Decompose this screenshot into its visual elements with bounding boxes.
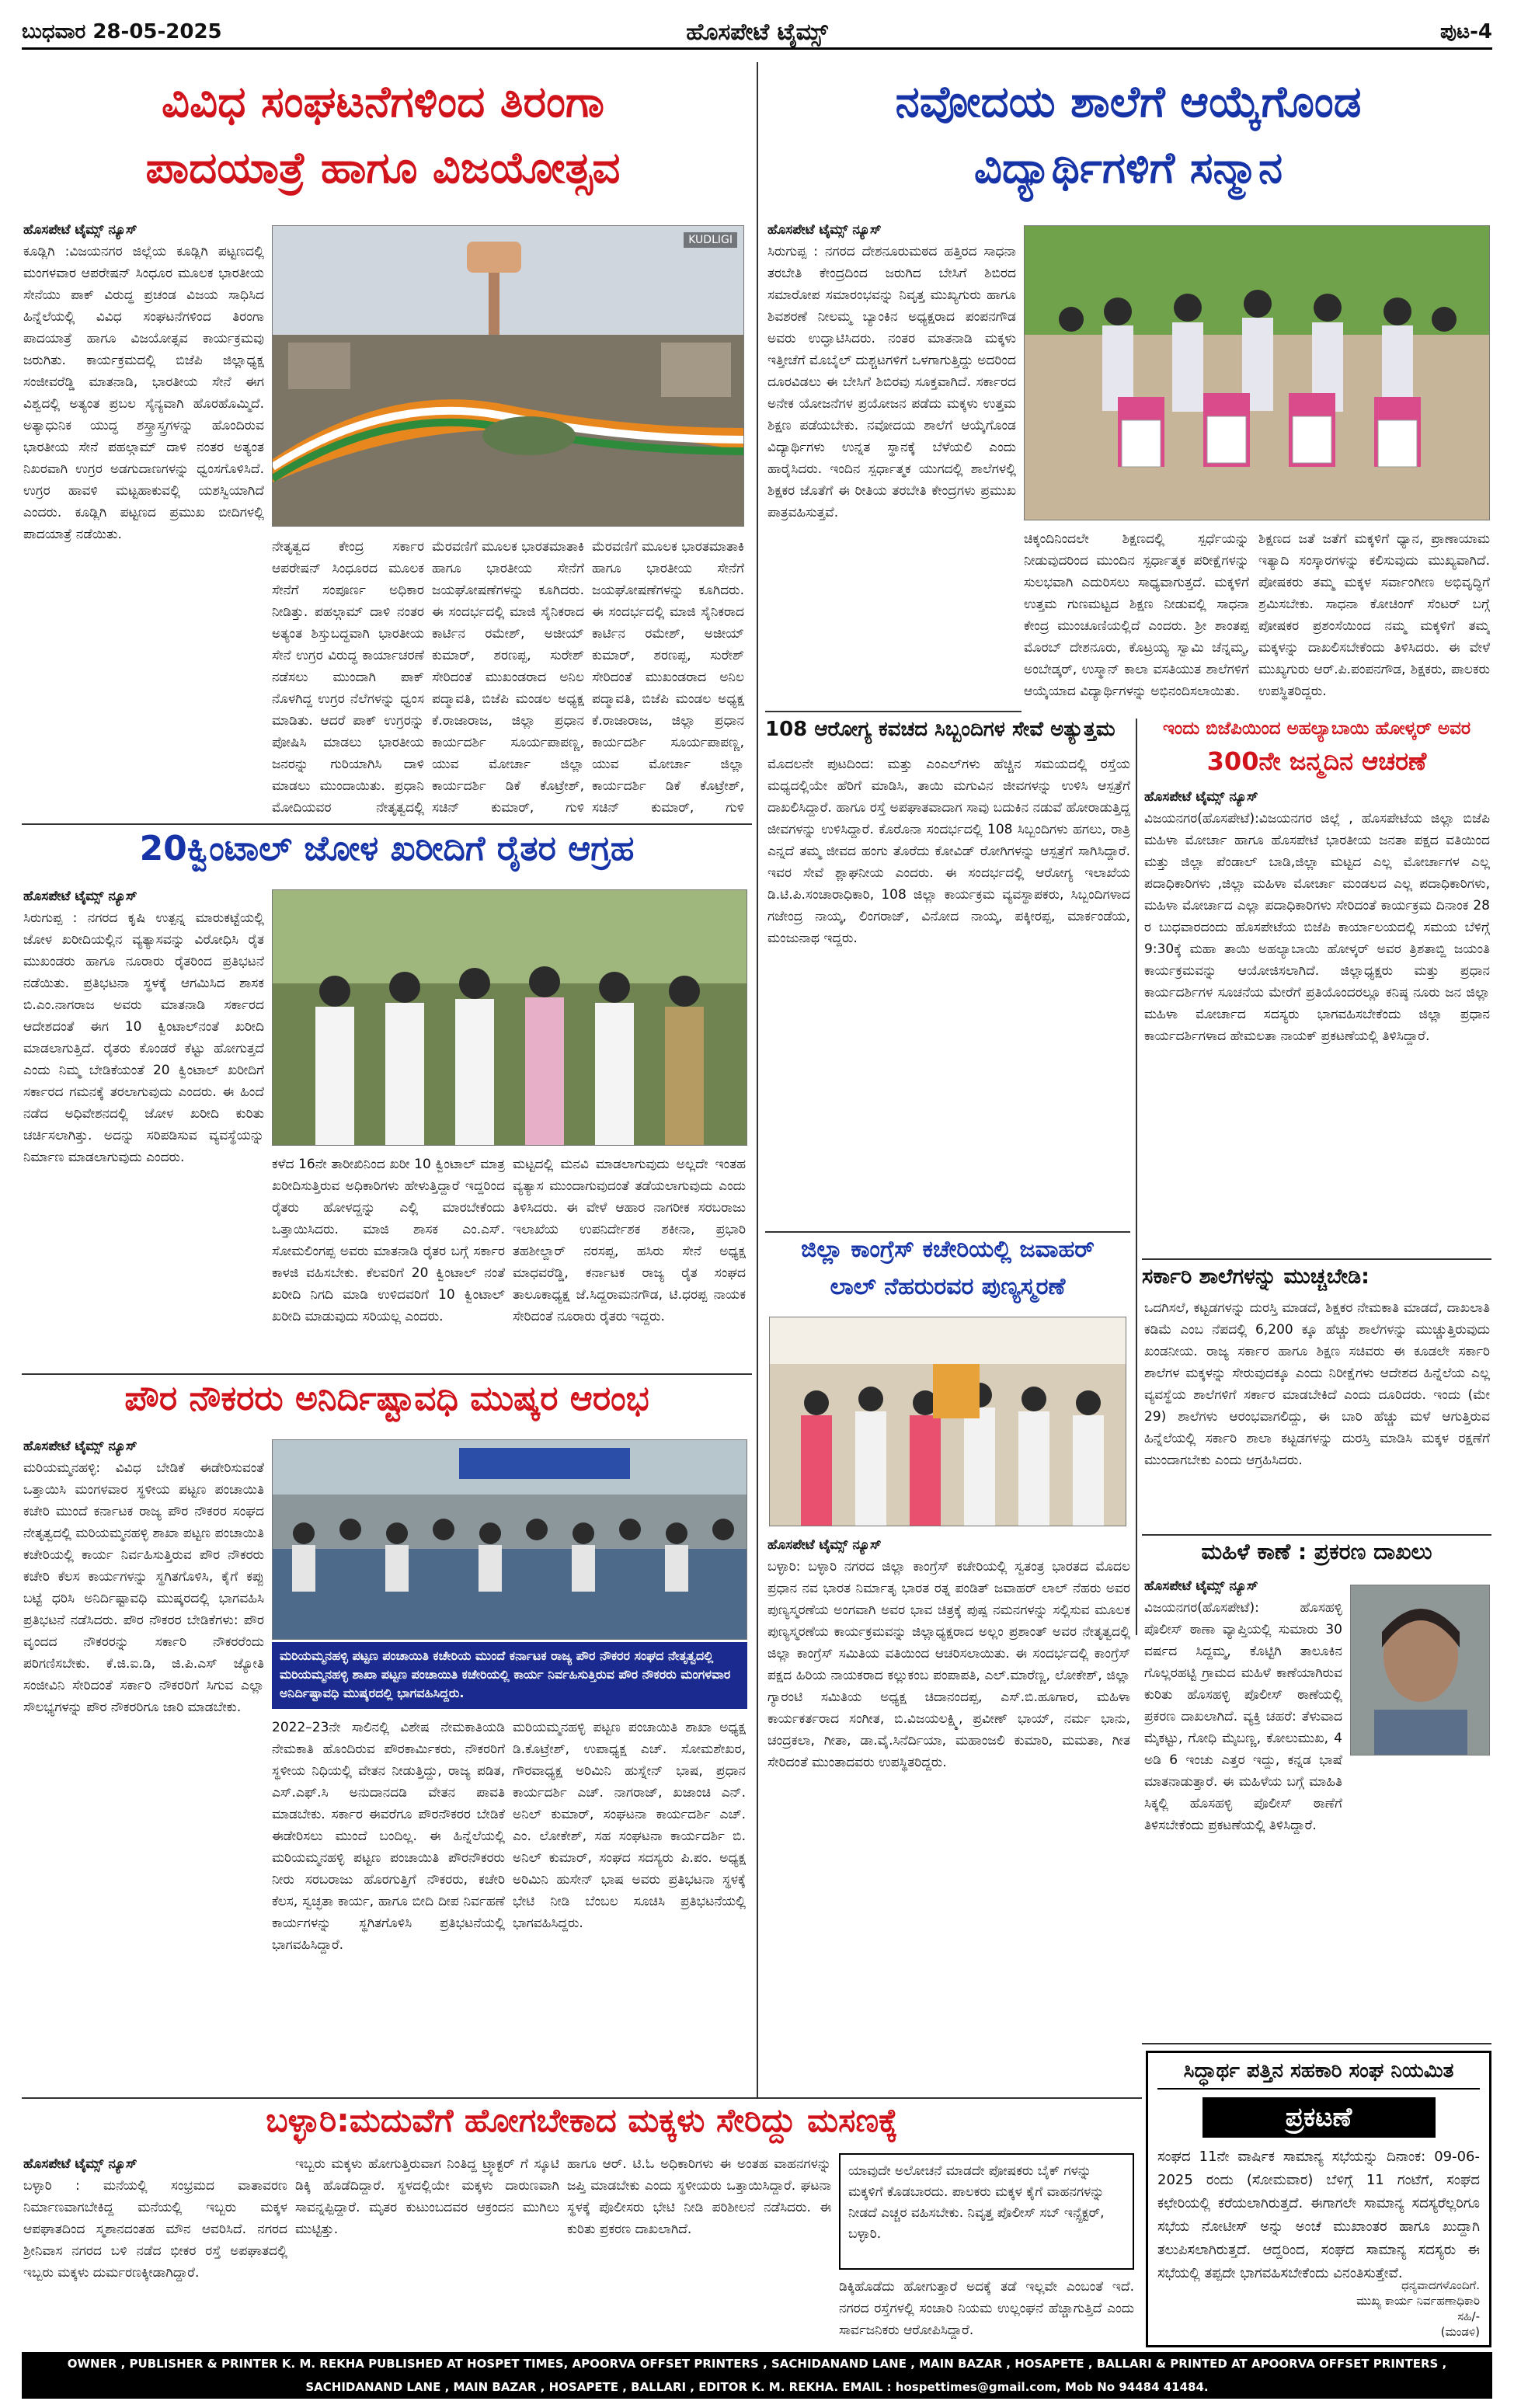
ballari-column-4: ಡಿಕ್ಕಿಹೊಡೆದು ಹೋಗುತ್ತಾರೆ ಅದಕ್ಕೆ ತಡೆ ಇಲ್ಲವೇ ಎಂಬಂತೆ ಇದೆ. ನಗರದ ರಸ್ತೆಗಳಲ್ಲಿ ಸಂಚಾರಿ ನಿಯಮ ಉಲ್ಲಂಘನೆ ಹೆಚ್ಚಾಗುತ್ತಿದೆ ಎಂದು ಸಾರ್ವಜನಿಕರು ಆರೋಪಿಸಿದ್ದಾರೆ. — [839, 2279, 1134, 2338]
congress-headline-2: ಲಾಲ್ ನೆಹರುರವರ ಪುಣ್ಯಸ್ಮರಣೆ — [830, 1274, 1066, 1300]
ambulance-body: ಮೊದಲನೇ ಪುಟದಿಂದ: ಮತ್ತು ಎಂಎಲ್‌ಗಳು ಹೆಚ್ಚಿನ ಸಮಯದಲ್ಲಿ ರಸ್ತೆಯ ಮಧ್ಯದಲ್ಲಿಯೇ ಹೆರಿಗೆ ಮಾಡಿಸಿ, ತಾಯಿ ಮಗುವಿನ ಜೀವಗಳನ್ನು ಉಳಿಸಿ ಆಸ್ಪತ್ರೆಗೆ ದಾಖಲಿಸಿದ್ದಾರೆ. ಹಾಗೂ ರಸ್ತೆ ಅಪಘಾತವಾದಾಗ ಸಾವು ಬದುಕಿನ ನಡುವೆ ಹೋರಾಡುತ್ತಿದ್ದ ಜೀವಗಳನ್ನು ಉಳಿಸಿದ್ದಾರೆ. ಕೊರೊನಾ ಸಂದರ್ಭದಲ್ಲಿ 108 ಸಿಬ್ಬಂದಿಗಳು ಹಗಲು, ರಾತ್ರಿ ಎನ್ನದೆ ತಮ್ಮ ಜೀವದ ಹಂಗು ತೊರೆದು ಕೋವಿಡ್ ರೋಗಿಗಳನ್ನು ಆಸ್ಪತ್ರೆಗೆ ಸಾಗಿಸಿದ್ದಾರೆ. ಇವರ ಸೇವೆ ಶ್ಲಾಘನೀಯ ಎಂದರು. ಈ ಸಂದರ್ಭದಲ್ಲಿ ಆರೋಗ್ಯ ಇಲಾಖೆಯ ಡಿ.ಟಿ.ಪಿ.ಸಂಚಾರಾಧಿಕಾರಿ, 108 ಜಿಲ್ಲಾ ಕಾರ್ಯಕ್ರಮ ವ್ಯವಸ್ಥಾಪಕರು, ಸಿಬ್ಬಂದಿಗಳಾದ ಗಜೇಂದ್ರ ನಾಯ್ಕ, ಲಿಂಗರಾಜ್, ವಿನೋದ ನಾಯ್ಕ, ಪಕ್ಕೀರಪ್ಪ, ಮಾರ್ಕಂಡೆಯ, ಮಂಜುನಾಥ ಇದ್ದರು. — [767, 757, 1130, 946]
imprint-line-1: OWNER , PUBLISHER & PRINTER K. M. REKHA PUBLISHED AT HOSPET TIMES, APOORVA OFFSET PRINTERS , SACHIDANAND LANE , MAIN BAZAR , HOSAPETE , BALLARI & PRINTED AT APOORVA OFFSET PRINTERS , — [67, 2357, 1447, 2371]
imprint-footer — [22, 2352, 1492, 2399]
ballari-quote-box: ಯಾವುದೇ ಅಲೋಚನೆ ಮಾಡದೇ ಪೋಷಕರು ಬೈಕ್ ಗಳನ್ನು ಮಕ್ಕಳಿಗೆ ಕೊಡಬಾರದು. ಪಾಲಕರು ಮಕ್ಕಳ ಕೈಗೆ ವಾಹನಗಳನ್ನು ನೀಡದೆ ಎಚ್ಚರ ವಹಿಸಬೇಕು. ನಿವೃತ್ತ ಪೊಲೀಸ್ ಸಬ್ ಇನ್ಸ್ಪೆಕ್ಟರ್, ಬಳ್ಳಾರಿ. — [839, 2153, 1134, 2270]
jola-headline: 20ಕ್ವಿಂಟಾಲ್ ಜೋಳ ಖರೀದಿಗೆ ರೈತರ ಆಗ್ರಹ — [139, 830, 635, 868]
section-divider — [22, 823, 752, 825]
school-body: ಒದಗಿಸಲೆ, ಕಟ್ಟಡಗಳನ್ನು ದುರಸ್ತಿ ಮಾಡದೆ, ಶಿಕ್ಷಕರ ನೇಮಕಾತಿ ಮಾಡದೆ, ದಾಖಲಾತಿ ಕಡಿಮೆ ಎಂಬ ನೆಪದಲ್ಲಿ 6,200 ಕ್ಕೂ ಹೆಚ್ಚು ಶಾಲೆಗಳನ್ನು ಮುಚ್ಚುತ್ತಿರುವುದು ಖಂಡನೀಯ. ರಾಜ್ಯ ಸರ್ಕಾರ ಹಾಗೂ ಶಿಕ್ಷಣ ಸಚಿವರು ಈ ಕೂಡಲೇ ಸರ್ಕಾರಿ ಶಾಲೆಗಳ ಮಕ್ಕಳನ್ನು ಸೇರುವುದಕ್ಕೂ ಎಂದು ನಿರೀಕ್ಷೆಗಳು ಆದೇಶದ ಹಿನ್ನೆಲೆಯ ಎಲ್ಲ ವ್ಯವಸ್ಥೆಯ ಶಾಲೆಗಳಿಗೆ ಸರ್ಕಾರ ಮಾಡಬೇಕಿದೆ ಎಂದು ದೂರಿದರು. ಇಂದು (ಮೇ 29) ಶಾಲೆಗಳು ಆರಂಭವಾಗಲಿದ್ದು, ಈ ಬಾರಿ ಹೆಚ್ಚು ಮಳೆ ಆಗುತ್ತಿರುವ ಹಿನ್ನೆಲೆಯಲ್ಲಿ ಸರ್ಕಾರಿ ಶಾಲಾ ಕಟ್ಟಡಗಳನ್ನು ದುರಸ್ತಿ ಮಾಡಿಸಿ ಮಕ್ಕಳ ರಕ್ಷಣೆಗೆ ಮುಂದಾಗಬೇಕು ಎಂದು ಆಗ್ರಹಿಸಿದರು. — [1144, 1300, 1490, 1468]
missing-byline: ಹೊಸಪೇಟೆ ಟೈಮ್ಸ್ ನ್ಯೂಸ್ — [1144, 1578, 1258, 1594]
notice-body: ಸಂಘದ 11ನೇ ವಾರ್ಷಿಕ ಸಾಮಾನ್ಯ ಸಭೆಯನ್ನು ದಿನಾಂಕ: 09-06-2025 ರಂದು (ಸೋಮವಾರ) ಬೆಳಿಗ್ಗೆ 11 ಗಂಟೆಗೆ, ಸಂಘದ ಕಛೇರಿಯಲ್ಲಿ ಕರೆಯಲಾಗಿರುತ್ತದೆ. ಈಗಾಗಲೇ ಸಾಮಾನ್ಯ ಸದಸ್ಯರೆಲ್ಲರಿಗೂ ಸಭೆಯ ನೋಟೀಸ್ ಅನ್ನು ಅಂಚೆ ಮುಖಾಂತರ ಹಾಗೂ ಖುದ್ದಾಗಿ ತಲುಪಿಸಲಾಗಿರುತ್ತದೆ. ಆದ್ದರಿಂದ, ಸಂಘದ ಸಾಮಾನ್ಯ ಸದಸ್ಯರು ಈ ಸಭೆಯಲ್ಲಿ ತಪ್ಪದೇ ಭಾಗವಹಿಸಬೇಕೆಂದು ವಿನಂತಿಸುತ್ತೇವೆ. — [1157, 2149, 1480, 2281]
event-illustration — [770, 1317, 1126, 1526]
congress-headline-1: ಜಿಲ್ಲಾ ಕಾಂಗ್ರೆಸ್ ಕಚೇರಿಯಲ್ಲಿ ಜವಾಹರ್ — [801, 1237, 1095, 1263]
navodaya-felicitation-photo — [1024, 225, 1490, 520]
navodaya-column-1: ಹೊಸಪೇಟೆ ಟೈಮ್ಸ್ ನ್ಯೂಸ್ ಸಿರುಗುಪ್ಪ : ನಗರದ ದೇಶನೂರುಮಠದ ಹತ್ತಿರದ ಸಾಧನಾ ತರಬೇತಿ ಕೇಂದ್ರದಿಂದ ಜರುಗಿದ ಬೇಸಿಗೆ ಶಿಬಿರದ ಸಮಾರೋಪ ಸಮಾರಂಭವನ್ನು ನಿವೃತ್ತ ಮುಖ್ಯಗುರು ಹಾಗೂ ಶಿವಶರಣೆ ನೀಲಮ್ಮ ಬ್ಯಾಂಕಿನ ಅಧ್ಯಕ್ಷರಾದ ಪಂಪನಗೌಡ ಅವರು ಉದ್ಘಾಟಿಸಿದರು. ನಂತರ ಮಾತನಾಡಿ ಮಕ್ಕಳು ಇತ್ತೀಚೆಗೆ ಮೊಬೈಲ್ ದುಶ್ಚಟಗಳಿಗೆ ಒಳಗಾಗುತ್ತಿದ್ದು ಅದರಿಂದ ದೂರವಿಡಲು ಈ ಬೇಸಿಗೆ ಶಿಬಿರವು ಸೂಕ್ತವಾಗಿದೆ. ಸರ್ಕಾರದ ಅನೇಕ ಯೋಜನೆಗಳ ಪ್ರಯೋಜನ ಪಡೆದು ಮಕ್ಕಳು ಉತ್ತಮ ಶಿಕ್ಷಣ ಪಡೆಯಬೇಕು. ನವೋದಯ ಶಾಲೆಗೆ ಆಯ್ಕೆಗೊಂಡ ವಿದ್ಯಾರ್ಥಿಗಳು ಉನ್ನತ ಸ್ಥಾನಕ್ಕೆ ಬೆಳೆಯಲಿ ಎಂದು ಹಾರೈಸಿದರು. ಇಂದಿನ ಸ್ಪರ್ಧಾತ್ಮಕ ಯುಗದಲ್ಲಿ ಶಾಲೆಗಳಲ್ಲಿ ಶಿಕ್ಷಕರ ಜೊತೆಗೆ ಈ ರೀತಿಯ ತರಬೇತಿ ಕೇಂದ್ರಗಳು ಪ್ರಮುಖ ಪಾತ್ರವಹಿಸುತ್ತವೆ. — [767, 219, 1016, 708]
tiranga-column-3: ಮೆರವಣಿಗೆ ಮೂಲಕ ಭಾರತಮಾತಾಕಿ ಹಾಗೂ ಭಾರತೀಯ ಸೇನೆಗೆ ಜಯಘೋಷಣೆಗಳನ್ನು ಕೂಗಿದರು. ಈ ಸಂದರ್ಭದಲ್ಲಿ ಮಾಜಿ ಸೈನಿಕರಾದ ಕಾರ್ಟಿನ ರಮೇಶ್, ಅಜೀಯ್ ಕುಮಾರ್, ಶರಣಪ್ಪ, ಸುರೇಶ್ ಸೇರಿದಂತೆ ಮುಖಂಡರಾದ ಅನಿಲ ಪದ್ಮಾವತಿ, ಬಿಜೆಪಿ ಮಂಡಲ ಅಧ್ಯಕ್ಷ ಕೆ.ರಾಜಾರಾಜ, ಜಿಲ್ಲಾ ಪ್ರಧಾನ ಕಾರ್ಯದರ್ಶಿ ಸೂರ್ಯಪಾಪಣ್ಣ, ಯುವ ಮೋರ್ಚಾ ಜಿಲ್ಲಾ ಕಾರ್ಯದರ್ಶಿ ಡಿಕೆ ಕೊಟ್ರೇಶ್, ಸಚಿನ್ ಕುಮಾರ್, ಗುಳಿ — [592, 539, 744, 816]
ahalyabai-byline: ಹೊಸಪೇಟೆ ಟೈಮ್ಸ್ ನ್ಯೂಸ್ — [1144, 789, 1258, 805]
column-divider — [1136, 719, 1137, 1635]
navodaya-headline-1: ನವೋದಯ ಶಾಲೆಗೆ ಆಯ್ಕೆಗೊಂಡ — [895, 78, 1362, 127]
notice-signoff: ಧನ್ಯವಾದಗಳೊಂದಿಗೆ. ಮುಖ್ಯ ಕಾರ್ಯ ನಿರ್ವಹಣಾಧಿಕಾರಿ ಸಹಿ/- (ಮಂಡಳಿ) — [1356, 2278, 1480, 2339]
ballari-headline: ಬಳ್ಳಾರಿ:ಮದುವೆಗೆ ಹೋಗಬೇಕಾದ ಮಕ್ಕಳು ಸೇರಿದ್ದು ಮಸಣಕ್ಕೆ — [266, 2102, 898, 2139]
ambulance-headline: 108 ಆರೋಗ್ಯ ಕವಚದ ಸಿಬ್ಬಂದಿಗಳ ಸೇವೆ ಅತ್ಯುತ್ತಮ — [765, 719, 1115, 741]
ballari-column-1: ಹೊಸಪೇಟೆ ಟೈಮ್ಸ್ ನ್ಯೂಸ್ ಬಳ್ಳಾರಿ : ಮನೆಯಲ್ಲಿ ಸಂಭ್ರಮದ ವಾತಾವರಣ ನಿರ್ಮಾಣವಾಗಬೇಕಿದ್ದ ಮನೆಯಲ್ಲಿ ಇಬ್ಬರು ಮಕ್ಕಳ ಆಪಘಾತದಿಂದ ಸ್ಮಶಾನದಂತಹ ಮೌನ ಆವರಿಸಿದೆ. ನಗರದ ಶ್ರೀನಿವಾಸ ನಗರದ ಬಳಿ ನಡೆದ ಭೀಕರ ರಸ್ತೆ ಅಪಘಾತದಲ್ಲಿ ಇಬ್ಬರು ಮಕ್ಕಳು ದುರ್ಮರಣಕ್ಕೀಡಾಗಿದ್ದಾರೆ. — [23, 2153, 287, 2347]
congress-body: ಹೊಸಪೇಟೆ ಟೈಮ್ಸ್ ನ್ಯೂಸ್ ಬಳ್ಳಾರಿ: ಬಳ್ಳಾರಿ ನಗರದ ಜಿಲ್ಲಾ ಕಾಂಗ್ರೆಸ್ ಕಚೇರಿಯಲ್ಲಿ ಸ್ವತಂತ್ರ ಭಾರತದ ಮೊದಲ ಪ್ರಧಾನ ನವ ಭಾರತ ನಿರ್ಮಾತೃ ಭಾರತ ರತ್ನ ಪಂಡಿತ್ ಜವಾಹರ್ ಲಾಲ್ ನೆಹರು ಅವರ ಪುಣ್ಯಸ್ಮರಣೆಯ ಅಂಗವಾಗಿ ಅವರ ಭಾವ ಚಿತ್ರಕ್ಕೆ ಪುಷ್ಪ ನಮನಗಳನ್ನು ಸಲ್ಲಿಸುವ ಮೂಲಕ ಪುಣ್ಯಸ್ಮರಣೆಯ ಕಾರ್ಯಕ್ರಮವನ್ನು ಜಿಲ್ಲಾಧ್ಯಕ್ಷರಾದ ಅಲ್ಲಂ ಪ್ರಶಾಂತ್ ಅವರ ನೇತೃತ್ವದಲ್ಲಿ ಜಿಲ್ಲಾ ಕಾಂಗ್ರೆಸ್ ಸಮಿತಿಯ ವತಿಯಿಂದ ಆಚರಿಸಲಾಯಿತು. ಈ ಸಂದರ್ಭದಲ್ಲಿ ಕಾಂಗ್ರೆಸ್ ಪಕ್ಷದ ಹಿರಿಯ ನಾಯಕರಾದ ಕಲ್ಲುಕಂಬ ಪಂಪಾಪತಿ, ಎಲ್.ಮಾರೆಣ್ಣ, ಲೋಕೇಶ್, ಜಿಲ್ಲಾ ಗ್ಯಾರಂಟಿ ಸಮಿತಿಯ ಅಧ್ಯಕ್ಷ ಚಿದಾನಂದಪ್ಪ, ಎಸ್.ಬಿ.ಹೂಗಾರ, ಮಹಿಳಾ ಕಾರ್ಯಕರ್ತರಾದ ಸಂಗೀತ, ಬಿ.ವಿಜಯಲಕ್ಷ್ಮಿ, ಪ್ರವೀಣ್ ಭಾಯ್, ನರ್ಮ ಭಾನು, ಚಂದ್ರಕಲಾ, ಗೀತಾ, ಡಾ.ವೈ.ಸಿನೆರ್ದಿಯಾ, ಮಹಾಂಜಲಿ ಕುಮಾರಿ, ಮಮತಾ, ಗೀತ ಸೇರಿದಂತೆ ಮುಂತಾದವರು ಉಪಸ್ಥಿತರಿದ್ದರು. — [767, 1534, 1130, 2086]
pourakarmika-byline: ಹೊಸಪೇಟೆ ಟೈಮ್ಸ್ ನ್ಯೂಸ್ — [23, 1439, 137, 1454]
tiranga-column-2b: ಮೆರವಣಿಗೆ ಮೂಲಕ ಭಾರತಮಾತಾಕಿ ಹಾಗೂ ಭಾರತೀಯ ಸೇನೆಗೆ ಜಯಘೋಷಣೆಗಳನ್ನು ಕೂಗಿದರು. ಈ ಸಂದರ್ಭದಲ್ಲಿ ಮಾಜಿ ಸೈನಿಕರಾದ ಕಾರ್ಟಿನ ರಮೇಶ್, ಅಜೀಯ್ ಕುಮಾರ್, ಶರಣಪ್ಪ, ಸುರೇಶ್ ಸೇರಿದಂತೆ ಮುಖಂಡರಾದ ಅನಿಲ ಪದ್ಮಾವತಿ, ಬಿಜೆಪಿ ಮಂಡಲ ಅಧ್ಯಕ್ಷ ಕೆ.ರಾಜಾರಾಜ, ಜಿಲ್ಲಾ ಪ್ರಧಾನ ಕಾರ್ಯದರ್ಶಿ ಸೂರ್ಯಪಾಪಣ್ಣ, ಯುವ ಮೋರ್ಚಾ ಜಿಲ್ಲಾ ಕಾರ್ಯದರ್ಶಿ ಡಿಕೆ ಕೊಟ್ರೇಶ್, ಸಚಿನ್ ಕುಮಾರ್, ಗುಳಿ — [432, 539, 584, 816]
navodaya-column-2: ಚಿಕ್ಕಂದಿನಿಂದಲೇ ಶಿಕ್ಷಣದಲ್ಲಿ ಸ್ಪರ್ಧೆಯನ್ನು ನೀಡುವುದರಿಂದ ಮುಂದಿನ ಸ್ಪರ್ಧಾತ್ಮಕ ಪರೀಕ್ಷೆಗಳನ್ನು ಸುಲಭವಾಗಿ ಎದುರಿಸಲು ಸಾಧ್ಯವಾಗುತ್ತದೆ. ಮಕ್ಕಳಿಗೆ ಉತ್ತಮ ಗುಣಮಟ್ಟದ ಶಿಕ್ಷಣ ನೀಡುವಲ್ಲಿ ಸಾಧನಾ ಕೇಂದ್ರ ಮುಂಚೂಣಿಯಲ್ಲಿದೆ ಎಂದರು. ಶ್ರೀ ಶಾಂತಪ್ಪ ಮೊರಬ್ ದೇಶನೂರು, ಕೊಟ್ರಯ್ಯ ಸ್ವಾಮಿ ಚೆನ್ನಮ್ಮ, ಅಂಬೇಡ್ಕರ್, ಉಸ್ಮಾನ್ ಕಾಲಾ ವಸತಿಯುತ ಶಾಲೆಗಳಿಗೆ ಆಯ್ಕೆಯಾದ ವಿದ್ಯಾರ್ಥಿಗಳನ್ನು ಅಭಿನಂದಿಸಲಾಯಿತು. — [1024, 531, 1249, 699]
ahalyabai-headline-2: 300ನೇ ಜನ್ಮದಿನ ಆಚರಣೆ — [1206, 747, 1427, 776]
tiranga-rally-photo — [272, 225, 744, 527]
notice-society-name: ಸಿದ್ಧಾರ್ಥ ಪತ್ತಿನ ಸಹಕಾರಿ ಸಂಘ ನಿಯಮಿತ — [1157, 2059, 1480, 2090]
jola-column-1: ಹೊಸಪೇಟೆ ಟೈಮ್ಸ್ ನ್ಯೂಸ್ ಸಿರುಗುಪ್ಪ : ನಗರದ ಕೃಷಿ ಉತ್ಪನ್ನ ಮಾರುಕಟ್ಟೆಯಲ್ಲಿ ಜೋಳ ಖರೀದಿಯಲ್ಲಿನ ವ್ಯತ್ಯಾಸವನ್ನು ವಿರೋಧಿಸಿ ರೈತ ಮುಖಂಡರು ಹಾಗೂ ನೂರಾರು ರೈತರಿಂದ ಪ್ರತಿಭಟನೆ ನಡೆಯಿತು. ಪ್ರತಿಭಟನಾ ಸ್ಥಳಕ್ಕೆ ಆಗಮಿಸಿದ ಶಾಸಕ ಬಿ.ಎಂ.ನಾಗರಾಜ ಅವರು ಮಾತನಾಡಿ ಸರ್ಕಾರದ ಆದೇಶದಂತೆ ಈಗ 10 ಕ್ವಿಂಟಾಲ್‌ನಂತೆ ಖರೀದಿ ಮಾಡಲಾಗುತ್ತಿದೆ. ರೈತರು ಕೊಂಡರೆ ಕೆಟ್ಟು ಹೋಗುತ್ತದೆ ಎಂದು ನಿಮ್ಮ ಬೇಡಿಕೆಯಂತೆ 20 ಕ್ವಿಂಟಾಲ್ ಖರೀದಿಗೆ ಸರ್ಕಾರದ ಗಮನಕ್ಕೆ ತರಲಾಗುವುದು ಎಂದರು. ಈ ಹಿಂದೆ ನಡೆದ ಅಧಿವೇಶನದಲ್ಲಿ ಜೋಳ ಖರೀದಿ ಕುರಿತು ಚರ್ಚಿಸಲಾಗಿತ್ತು. ಅದನ್ನು ಸರಿಪಡಿಸುವ ವ್ಯವಸ್ಥೆಯನ್ನು ನಿರ್ಮಾಣ ಮಾಡಲಾಗುವುದು ಎಂದರು. — [23, 886, 264, 1367]
page-number: ಪುಟ-4 — [1439, 20, 1492, 43]
column-divider — [757, 62, 758, 2097]
navodaya-byline: ಹೊಸಪೇಟೆ ಟೈಮ್ಸ್ ನ್ಯೂಸ್ — [767, 222, 882, 238]
sit-in-illustration — [273, 1440, 747, 1640]
jola-column-2: ಕಳೆದ 16ನೇ ತಾರೀಖಿನಿಂದ ಖರೀ 10 ಕ್ವಿಂಟಾಲ್ ಮಾತ್ರ ಖರೀದಿಸುತ್ತಿರುವ ಅಧಿಕಾರಿಗಳು ಹೇಳುತ್ತಿದ್ದಾರೆ ಇದ್ದರಿಂದ ರೈತರು ಹೋಳದ್ದನ್ನು ಎಲ್ಲಿ ಮಾರಬೇಕೆಂದು ಒತ್ತಾಯಿಸಿದರು. ಮಾಜಿ ಶಾಸಕ ಎಂ.ಎಸ್. ಸೋಮಲಿಂಗಪ್ಪ ಅವರು ಮಾತನಾಡಿ ರೈತರ ಬಗ್ಗೆ ಸರ್ಕಾರ ಕಾಳಜಿ ವಹಿಸಬೇಕು. ಕೆಲವರಿಗೆ 20 ಕ್ವಿಂಟಾಲ್ ನಂತೆ ಖರೀದಿ ನಿಗದಿ ಮಾಡಿ ಉಳಿದವರಿಗೆ 10 ಕ್ವಿಂಟಾಲ್ ಖರೀದಿ ಮಾಡುವುದು ಸರಿಯಲ್ಲ ಎಂದರು. — [272, 1157, 505, 1324]
tiranga-column-2: ನೇತೃತ್ವದ ಕೇಂದ್ರ ಸರ್ಕಾರ ಆಪರೇಷನ್ ಸಿಂಧೂರದ ಮೂಲಕ ಸೇನೆಗೆ ಸಂಪೂರ್ಣ ಅಧಿಕಾರ ನೀಡಿತ್ತು. ಪಹಲ್ಗಾಮ್ ದಾಳಿ ನಂತರ ಅತ್ಯಂತ ಶಿಸ್ತುಬದ್ಧವಾಗಿ ಭಾರತೀಯ ಸೇನೆ ಉಗ್ರರ ವಿರುದ್ಧ ಕಾರ್ಯಾಚರಣೆ ನಡೆಸಲು ಮುಂದಾಗಿ ಪಾಕ್ ನೊಳಗಿದ್ದ ಉಗ್ರರ ನೆಲೆಗಳನ್ನು ಧ್ವಂಸ ಮಾಡಿತು. ಆದರೆ ಪಾಕ್ ಉಗ್ರರನ್ನು ಪೋಷಿಸಿ ಮಾಡಲು ಭಾರತೀಯ ಜನರನ್ನು ಗುರಿಯಾಗಿಸಿ ದಾಳಿ ಮಾಡಲು ಮುಂದಾಯಿತು. ಪ್ರಧಾನಿ ಮೋದಿಯವರ ನೇತೃತ್ವದಲ್ಲಿ — [272, 539, 424, 816]
missing-woman-body: ಹೊಸಪೇಟೆ ಟೈಮ್ಸ್ ನ್ಯೂಸ್ ವಿಜಯನಗರ(ಹೊಸಪೇಟೆ): ಹೊಸಹಳ್ಳಿ ಪೊಲೀಸ್ ಠಾಣಾ ವ್ಯಾಪ್ತಿಯಲ್ಲಿ ಸುಮಾರು 30 ವರ್ಷದ ಸಿದ್ದಮ್ಮ, ಕೊಟ್ಟಿಗಿ ತಾಲೂಕಿನ ಗೊಲ್ಲರಹಟ್ಟಿ ಗ್ರಾಮದ ಮಹಿಳೆ ಕಾಣೆಯಾಗಿರುವ ಕುರಿತು ಹೊಸಹಳ್ಳಿ ಪೊಲೀಸ್ ಠಾಣೆಯಲ್ಲಿ ಪ್ರಕರಣ ದಾಖಲಾಗಿದೆ. ವ್ಯಕ್ತಿ ಚಹರೆ: ತೆಳುವಾದ ಮೈಕಟ್ಟು, ಗೋಧಿ ಮೈಬಣ್ಣ, ಕೋಲುಮುಖ, 4 ಅಡಿ 6 ಇಂಚು ಎತ್ತರ ಇದ್ದು, ಕನ್ನಡ ಭಾಷೆ ಮಾತನಾಡುತ್ತಾರೆ. ಈ ಮಹಿಳೆಯ ಬಗ್ಗೆ ಮಾಹಿತಿ ಸಿಕ್ಕಲ್ಲಿ ಹೊಸಹಳ್ಳಿ ಪೊಲೀಸ್ ಠಾಣೆಗೆ ತಿಳಿಸಬೇಕೆಂದು ಪ್ರಕಟಣೆಯಲ್ಲಿ ತಿಳಿಸಿದ್ದಾರೆ. — [1144, 1575, 1342, 2041]
navodaya-headline-2: ವಿದ್ಯಾರ್ಥಿಗಳಿಗೆ ಸನ್ಮಾನ — [973, 144, 1283, 193]
tiranga-byline: ಹೊಸಪೇಟೆ ಟೈಮ್ಸ್ ನ್ಯೂಸ್ — [23, 222, 137, 238]
ahalyabai-headline-1: ಇಂದು ಬಿಜೆಪಿಯಿಂದ ಅಹಲ್ಯಾಬಾಯಿ ಹೋಳ್ಕರ್ ಅವರ — [1162, 719, 1471, 739]
section-divider — [1142, 2043, 1491, 2044]
school-headline: ಸರ್ಕಾರಿ ಶಾಲೆಗಳನ್ನು ಮುಚ್ಚಬೇಡಿ: — [1142, 1265, 1370, 1289]
ballari-column-3: ಹಾಗೂ ಆರ್. ಟಿ.ಓ ಅಧಿಕಾರಿಗಳು ಈ ಅಂತಹ ವಾಹನಗಳನ್ನು ಜಪ್ತಿ ಮಾಡಬೇಕು ಎಂದು ಸ್ಥಳೀಯರು ಒತ್ತಾಯಿಸಿದ್ದಾರೆ. ಘಟನಾ ಸ್ಥಳಕ್ಕೆ ಪೊಲೀಸರು ಭೇಟಿ ನೀಡಿ ಪರಿಶೀಲನೆ ನಡೆಸಿದರು. ಈ ಕುರಿತು ಪ್ರಕರಣ ದಾಖಲಾಗಿದೆ. — [567, 2156, 831, 2237]
photo-watermark: KUDLIGI — [684, 232, 737, 248]
congress-event-photo — [769, 1317, 1126, 1526]
ballari-column-2: ಇಬ್ಬರು ಮಕ್ಕಳು ಹೋಗುತ್ತಿರುವಾಗ ನಿಂತಿದ್ದ ಟ್ರ್ಯಾಕ್ಟರ್ ಗೆ ಸ್ಕೂಟಿ ಡಿಕ್ಕಿ ಹೊಡೆದಿದ್ದಾರೆ. ಸ್ಥಳದಲ್ಲಿಯೇ ಮಕ್ಕಳು ದಾರುಣವಾಗಿ ಸಾವನ್ನಪ್ಪಿದ್ದಾರೆ. ಮೃತರ ಕುಟುಂಬದವರ ಆಕ್ರಂದನ ಮುಗಿಲು ಮುಟ್ಟಿತ್ತು. — [295, 2156, 559, 2237]
pourakarmika-column-1: ಹೊಸಪೇಟೆ ಟೈಮ್ಸ್ ನ್ಯೂಸ್ ಮರಿಯಮ್ಮನಹಳ್ಳಿ: ವಿವಿಧ ಬೇಡಿಕೆ ಈಡೇರಿಸುವಂತೆ ಒತ್ತಾಯಿಸಿ ಮಂಗಳವಾರ ಸ್ಥಳೀಯ ಪಟ್ಟಣ ಪಂಚಾಯಿತಿ ಕಚೇರಿ ಮುಂದೆ ಕರ್ನಾಟಕ ರಾಜ್ಯ ಪೌರ ನೌಕರರ ಸಂಘದ ನೇತೃತ್ವದಲ್ಲಿ ಮರಿಯಮ್ಮನಹಳ್ಳಿ ಶಾಖಾ ಪಟ್ಟಣ ಪಂಚಾಯಿತಿ ಕಚೇರಿಯಲ್ಲಿ ಕಾರ್ಯ ನಿರ್ವಹಿಸುತ್ತಿರುವ ಪೌರ ನೌಕರರು ಕಚೇರಿ ಕೆಲಸ ಕಾರ್ಯಗಳನ್ನು ಸ್ಥಗಿತಗೊಳಿಸಿ, ಕೈಗೆ ಕಪ್ಪು ಬಟ್ಟೆ ಧರಿಸಿ ಅನಿರ್ದಿಷ್ಟಾವಧಿ ಮುಷ್ಕರದಲ್ಲಿ ಭಾಗವಹಿಸಿ ಪ್ರತಿಭಟನೆ ನಡೆಸಿದರು. ಪೌರ ನೌಕರರ ಬೇಡಿಕೆಗಳು: ಪೌರ ವೃಂದದ ನೌಕರರನ್ನು ಸರ್ಕಾರಿ ನೌಕರರೆಂದು ಪರಿಗಣಿಸಬೇಕು. ಕೆ.ಜಿ.ಐ.ಡಿ, ಜಿ.ಪಿ.ಎಸ್ ಜ್ಯೋತಿ ಸಂಜೀವಿನಿ ಸೇರಿದಂತೆ ಸರ್ಕಾರಿ ನೌಕರರಿಗೆ ಸಿಗುವ ಎಲ್ಲಾ ಸೌಲಭ್ಯಗಳನ್ನು ಪೌರ ನೌಕರರಿಗೂ ಜಾರಿ ಮಾಡಬೇಕು. — [23, 1435, 264, 2088]
issue-date: ಬುಧವಾರ 28-05-2025 — [22, 20, 222, 43]
section-divider — [765, 1231, 1130, 1233]
tiranga-headline-1: ವಿವಿಧ ಸಂಘಟನೆಗಳಿಂದ ತಿರಂಗಾ — [162, 78, 604, 127]
section-divider — [765, 711, 1022, 712]
jola-column-3: ಮಟ್ಟದಲ್ಲಿ ಮನವಿ ಮಾಡಲಾಗುವುದು ಅಲ್ಲದೇ ಇಂತಹ ವ್ಯತ್ಯಾಸ ಮುಂದಾಗುವುದಂತೆ ತಡೆಯಲಾಗುವುದು ಎಂದು ತಿಳಿಸಿದರು. ಈ ವೇಳೆ ಆಹಾರ ನಾಗರೀಕ ಸರಬರಾಜು ಇಲಾಖೆಯ ಉಪನಿರ್ದೇಶಕ ಶಕೀನಾ, ಪ್ರಭಾರಿ ತಹಶೀಲ್ದಾರ್ ನರಸಪ್ಪ, ಹಸಿರು ಸೇನೆ ಅಧ್ಯಕ್ಷ ಮಾಧವರೆಡ್ಡಿ, ಕರ್ನಾಟಕ ರಾಜ್ಯ ರೈತ ಸಂಘದ ತಾಲೂಕಾಧ್ಯಕ್ಷ ಜೆ.ಸಿದ್ದರಾಮನಗೌಡ, ಟಿ.ಧರಪ್ಪ ನಾಯಕ ಸೇರಿದಂತೆ ನೂರಾರು ರೈತರು ಇದ್ದರು. — [513, 1157, 746, 1324]
notice-heading: ಪ್ರಕಟಣೆ — [1202, 2097, 1436, 2138]
jola-protest-photo — [272, 889, 747, 1146]
ballari-byline: ಹೊಸಪೇಟೆ ಟೈಮ್ಸ್ ನ್ಯೂಸ್ — [23, 2156, 137, 2172]
section-divider — [1142, 1534, 1491, 1536]
imprint-line-2: SACHIDANAND LANE , MAIN BAZAR , HOSAPETE , BALLARI , EDITOR K. M. REKHA. EMAIL : hospettimes@gmail.com, Mob No 94484 41484. — [305, 2380, 1209, 2394]
group-illustration — [1025, 226, 1490, 520]
pourakarmika-headline: ಪೌರ ನೌಕರರು ಅನಿರ್ದಿಷ್ಟಾವಧಿ ಮುಷ್ಕರ ಆರಂಭ — [124, 1380, 649, 1418]
congress-byline: ಹೊಸಪೇಟೆ ಟೈಮ್ಸ್ ನ್ಯೂಸ್ — [767, 1537, 882, 1553]
portrait-illustration — [1351, 1585, 1490, 1756]
missing-woman-photo — [1350, 1585, 1490, 1756]
missing-woman-headline: ಮಹಿಳೆ ಕಾಣೆ : ಪ್ರಕರಣ ದಾಖಲು — [1201, 1540, 1432, 1564]
section-divider — [22, 1373, 752, 1375]
jola-byline: ಹೊಸಪೇಟೆ ಟೈಮ್ಸ್ ನ್ಯೂಸ್ — [23, 889, 137, 904]
navodaya-column-3: ಶಿಕ್ಷಣದ ಜತೆ ಜತೆಗೆ ಮಕ್ಕಳಿಗೆ ಧ್ಯಾನ, ಪ್ರಾಣಾಯಾಮ ಇತ್ಯಾದಿ ಸಂಸ್ಕಾರಗಳನ್ನು ಕಲಿಸುವುದು ಮುಖ್ಯವಾಗಿದೆ. ಪೋಷಕರು ತಮ್ಮ ಮಕ್ಕಳ ಸರ್ವಾಂಗೀಣ ಅಭಿವೃದ್ಧಿಗೆ ಶ್ರಮಿಸಬೇಕು. ಸಾಧನಾ ಕೋಚಿಂಗ್ ಸೆಂಟರ್ ಬಗ್ಗೆ ಪೋಷಕರ ಪ್ರಶಂಸೆಯಿಂದ ನಮ್ಮ ಮಕ್ಕಳಿಗೆ ತಮ್ಮ ಮಕ್ಕಳನ್ನು ದಾಖಲಿಸಬೇಕೆಂದು ತಿಳಿಸಿದರು. ಈ ವೇಳೆ ಮುಖ್ಯಗುರು ಆರ್.ಪಿ.ಪಂಪನಗೌಡ, ಶಿಕ್ಷಕರು, ಪಾಲಕರು ಉಪಸ್ಥಿತರಿದ್ದರು. — [1258, 531, 1490, 699]
newspaper-name: ಹೊಸಪೇಟೆ ಟೈಮ್ಸ್ — [686, 19, 828, 46]
pourakarmika-photo-caption: ಮರಿಯಮ್ಮನಹಳ್ಳಿ ಪಟ್ಟಣ ಪಂಚಾಯಿತಿ ಕಚೇರಿಯ ಮುಂದೆ ಕರ್ನಾಟಕ ರಾಜ್ಯ ಪೌರ ನೌಕರರ ಸಂಘದ ನೇತೃತ್ವದಲ್ಲಿ ಮರಿಯಮ್ಮನಹಳ್ಳಿ ಶಾಖಾ ಪಟ್ಟಣ ಪಂಚಾಯಿತಿ ಕಚೇರಿಯಲ್ಲಿ ಕಾರ್ಯ ನಿರ್ವಹಿಸುತ್ತಿರುವ ಪೌರ ನೌಕರರು ಮಂಗಳವಾರ ಅನಿರ್ದಿಷ್ಟಾವಧಿ ಮುಷ್ಕರದಲ್ಲಿ ಭಾಗವಹಿಸಿದ್ದರು. — [272, 1642, 747, 1709]
pourakarmika-protest-photo — [272, 1439, 747, 1640]
pourakarmika-column-2: 2022–23ನೇ ಸಾಲಿನಲ್ಲಿ ವಿಶೇಷ ನೇಮಕಾತಿಯಡಿ ನೇಮಕಾತಿ ಹೊಂದಿರುವ ಪೌರಕಾರ್ಮಿಕರು, ನೌಕರರಿಗೆ ಸ್ಥಳೀಯ ನಿಧಿಯಲ್ಲಿ ವೇತನ ನೀಡುತ್ತಿದ್ದು, ರಾಜ್ಯ ಪಡಿತ, ಎಸ್.ಎಫ್.ಸಿ ಅನುದಾನದಡಿ ವೇತನ ಪಾವತಿ ಮಾಡಬೇಕು. ಸರ್ಕಾರ ಈವರೆಗೂ ಪೌರನೌಕರರ ಬೇಡಿಕೆ ಈಡೇರಿಸಲು ಮುಂದೆ ಬಂದಿಲ್ಲ. ಈ ಹಿನ್ನೆಲೆಯಲ್ಲಿ ಮರಿಯಮ್ಮನಹಳ್ಳಿ ಪಟ್ಟಣ ಪಂಚಾಯಿತಿ ಪೌರನೌಕರರು ನೀರು ಸರಬರಾಜು ಹೊರಗುತ್ತಿಗೆ ನೌಕರರು, ಕಚೇರಿ ಕೆಲಸ, ಸ್ವಚ್ಛತಾ ಕಾರ್ಯ, ಹಾಗೂ ಬೀದಿ ದೀಪ ನಿರ್ವಹಣೆ ಕಾರ್ಯಗಳನ್ನು ಸ್ಥಗಿತಗೊಳಿಸಿ ಪ್ರತಿಭಟನೆಯಲ್ಲಿ ಭಾಗವಹಿಸಿದ್ದಾರೆ. — [272, 1720, 505, 1953]
section-divider — [1142, 1258, 1491, 1260]
protest-illustration — [273, 890, 747, 1146]
crowd-illustration — [273, 226, 744, 527]
masthead — [22, 17, 1492, 50]
tiranga-headline-2: ಪಾದಯಾತ್ರೆ ಹಾಗೂ ವಿಜಯೋತ್ಸವ — [145, 144, 621, 193]
pourakarmika-column-3: ಮರಿಯಮ್ಮನಹಳ್ಳಿ ಪಟ್ಟಣ ಪಂಚಾಯಿತಿ ಶಾಖಾ ಅಧ್ಯಕ್ಷ ಡಿ.ಕೊಟ್ರೇಶ್, ಉಪಾಧ್ಯಕ್ಷ ಎಚ್. ಸೋಮಶೇಖರ, ಗೌರವಾಧ್ಯಕ್ಷ ಅರಿಮಿನಿ ಹುಸ್ನೇನ್ ಭಾಷ, ಪ್ರಧಾನ ಕಾರ್ಯದರ್ಶಿ ಎಚ್. ನಾಗರಾಜ್, ಖಜಾಂಚಿ ಎನ್. ಅನಿಲ್ ಕುಮಾರ್, ಸಂಘಟನಾ ಕಾರ್ಯದರ್ಶಿ ಎಚ್. ಎಂ. ಲೋಕೇಶ್, ಸಹ ಸಂಘಟನಾ ಕಾರ್ಯದರ್ಶಿ ಬಿ. ಅನಿಲ್ ಕುಮಾರ್, ಸಂಘದ ಸದಸ್ಯರು ಪಿ.ಪಂ. ಅಧ್ಯಕ್ಷ ಅರಿಮಿನಿ ಹುಸೇನ್ ಭಾಷ ಅವರು ಪ್ರತಿಭಟನಾ ಸ್ಥಳಕ್ಕೆ ಭೇಟಿ ನೀಡಿ ಬೆಂಬಲ ಸೂಚಿಸಿ ಪ್ರತಿಭಟನೆಯಲ್ಲಿ ಭಾಗವಹಿಸಿದ್ದರು. — [513, 1720, 746, 1931]
section-divider — [22, 2097, 1142, 2099]
ahalyabai-body: ಹೊಸಪೇಟೆ ಟೈಮ್ಸ್ ನ್ಯೂಸ್ ವಿಜಯನಗರ(ಹೊಸಪೇಟೆ):ವಿಜಯನಗರ ಜಿಲ್ಲೆ , ಹೊಸಪೇಟೆಯ ಜಿಲ್ಲಾ ಬಿಜೆಪಿ ಮಹಿಳಾ ಮೋರ್ಚಾ ಹಾಗೂ ಹೊಸಪೇಟೆ ಭಾರತೀಯ ಜನತಾ ಪಕ್ಷದ ವತಿಯಿಂದ ಮತ್ತು ಜಿಲ್ಲಾ ಪೆಂಡಾಲ್ ಬಾಡಿ,ಜಿಲ್ಲಾ ಮಟ್ಟದ ಎಲ್ಲ ಮೋರ್ಚಾಗಳ ಎಲ್ಲ ಪದಾಧಿಕಾರಿಗಳು ,ಜಿಲ್ಲಾ ಮಹಿಳಾ ಮೋರ್ಚಾ ಮಂಡಲದ ಎಲ್ಲ ಪದಾಧಿಕಾರಿಗಳು, ಮಹಿಳಾ ಮೋರ್ಚಾದ ಎಲ್ಲಾ ಪದಾಧಿಕಾರಿಗಳು ಸೇರಿದಂತೆ ಕಾರ್ಯಕ್ರಮ ದಿನಾಂಕ 28 ರ ಬುಧವಾರದಂದು ಹೊಸಪೇಟೆಯ ಬಿಜೆಪಿ ಕಾರ್ಯಾಲಯದಲ್ಲಿ ಸಮಯ ಬೆಳಿಗ್ಗೆ 9:30ಕ್ಕೆ ಮಹಾ ತಾಯಿ ಅಹಲ್ಯಾಬಾಯಿ ಹೋಳ್ಕರ್ ಅವರ ತ್ರಿಶತಾಬ್ದಿ ಜಯಂತಿ ಕಾರ್ಯಕ್ರಮವನ್ನು ಆಯೋಜಿಸಲಾಗಿದೆ. ಜಿಲ್ಲಾಧ್ಯಕ್ಷರು ಮತ್ತು ಪ್ರಧಾನ ಕಾರ್ಯದರ್ಶಿಗಳ ಸೂಚನೆಯ ಮೇರೆಗೆ ಪ್ರತಿಯೊಂದರಲ್ಲೂ ಕನಿಷ್ಠ ನೂರು ಜನ ಜಿಲ್ಲಾ ಮಹಿಳಾ ಮೋರ್ಚಾದ ಸದಸ್ಯರು ಭಾಗವಹಿಸಬೇಕೆಂದು ಜಿಲ್ಲಾ ಪ್ರಧಾನ ಕಾರ್ಯದರ್ಶಿಗಳಾದ ಹೇಮಲತಾ ನಾಯಕ್ ಪ್ರಕಟಣೆಯಲ್ಲಿ ತಿಳಿಸಿದ್ದಾರೆ. — [1144, 786, 1490, 1252]
tiranga-column-1: ಹೊಸಪೇಟೆ ಟೈಮ್ಸ್ ನ್ಯೂಸ್ ಕೂಡ್ಲಿಗಿ :ವಿಜಯನಗರ ಜಿಲ್ಲೆಯ ಕೂಡ್ಲಿಗಿ ಪಟ್ಟಣದಲ್ಲಿ ಮಂಗಳವಾರ ಆಪರೇಷನ್ ಸಿಂಧೂರ ಮೂಲಕ ಭಾರತೀಯ ಸೇನೆಯು ಪಾಕ್ ವಿರುದ್ಧ ಪ್ರಚಂಡ ವಿಜಯ ಸಾಧಿಸಿದ ಹಿನ್ನೆಲೆಯಲ್ಲಿ ವಿವಿಧ ಸಂಘಟನೆಗಳಿಂದ ತಿರಂಗಾ ಪಾದಯಾತ್ರೆ ಹಾಗೂ ವಿಜಯೋತ್ಸವ ಕಾರ್ಯಕ್ರಮವು ಜರುಗಿತು. ಕಾರ್ಯಕ್ರಮದಲ್ಲಿ ಬಿಜೆಪಿ ಜಿಲ್ಲಾಧ್ಯಕ್ಷ ಸಂಜೀವರೆಡ್ಡಿ ಮಾತನಾಡಿ, ಭಾರತೀಯ ಸೇನೆ ಈಗ ವಿಶ್ವದಲ್ಲಿ ಅತ್ಯಂತ ಪ್ರಬಲ ಸೈನ್ಯವಾಗಿ ಹೊರಹೊಮ್ಮಿದೆ. ಅತ್ಯಾಧುನಿಕ ಯುದ್ಧ ಶಸ್ತ್ರಾಸ್ತ್ರಗಳನ್ನು ಹೊಂದಿರುವ ಭಾರತೀಯ ಸೇನೆ ಪಹಲ್ಗಾಮ್ ದಾಳಿ ನಂತರ ಅತ್ಯಂತ ನಿಖರವಾಗಿ ಉಗ್ರರ ಅಡಗುದಾಣಗಳನ್ನು ಧ್ವಂಸಗೊಳಿಸಿದೆ. ಉಗ್ರರ ಹಾವಳಿ ಮಟ್ಟಹಾಕುವಲ್ಲಿ ಯಶಸ್ವಿಯಾಗಿದೆ ಎಂದರು. ಕೂಡ್ಲಿಗಿ ಪಟ್ಟಣದ ಪ್ರಮುಖ ಬೀದಿಗಳಲ್ಲಿ ಪಾದಯಾತ್ರೆ ನಡೆಯಿತು. — [23, 219, 264, 817]
